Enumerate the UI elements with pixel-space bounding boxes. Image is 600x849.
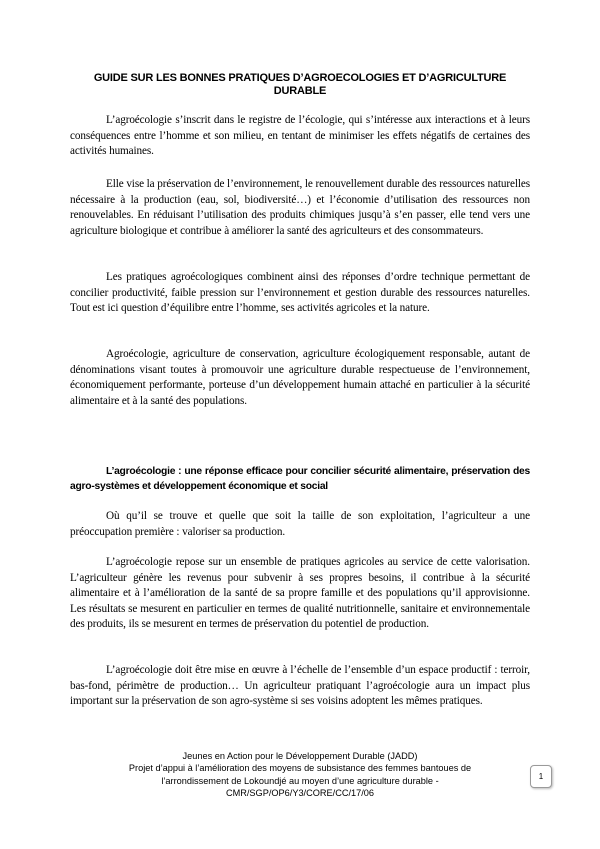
section-paragraph-2: L’agroécologie repose sur un ensemble de pratiques agricoles au service de cette valorisation. L’agriculteur génère les revenus pour subvenir à ses propres besoins, il contribue à la sécurité alimentaire et à l’amélioration de la santé de sa propre famille et des populations qu’il approvisionne. Les résultats se mesurent en particulier en termes de qualité nutritionnelle, sanitaire et environnementale des produits, ils se mesurent en termes de préservation du potentiel de production. xyxy=(70,556,530,631)
paragraph-2: Elle vise la préservation de l’environnement, le renouvellement durable des ressources naturelles nécessaire à la production (eau, sol, biodiversité…) et l’économie d’utilisation des ressources non renouvelables. En réduisant l’utilisation des produits chimiques jusqu’à s’en passer, elle tend vers une agriculture biologique et contribue à améliorer la santé des agriculteurs et des consommateurs. xyxy=(70,178,530,237)
section-paragraph-3: L’agroécologie doit être mise en œuvre à l’échelle de l’ensemble d’un espace productif : terroir, bas-fond, périmètre de production… Un agriculteur pratiquant l’agroécologie aura un impact plus important sur la préservation de son agro-système si ses voisins adoptent les mêmes pratiques. xyxy=(70,664,530,708)
footer-organization: Jeunes en Action pour le Développement Durable (JADD) xyxy=(182,751,418,761)
footer-project-line-1: Projet d’appui à l’amélioration des moyens de subsistance des femmes bantoues de xyxy=(128,763,472,774)
page-number: 1 xyxy=(530,765,552,788)
paragraph-3: Les pratiques agroécologiques combinent ainsi des réponses d’ordre technique permettant de concilier productivité, faible pression sur l’environnement et gestion durable des ressources naturelles. Tout est ici question d’équilibre entre l’homme, ses activités agricoles et la nature. xyxy=(70,271,530,315)
document-title: GUIDE SUR LES BONNES PRATIQUES D’AGROECOLOGIES ET D’AGRICULTURE DURABLE xyxy=(93,72,507,97)
footer-project-line-2: l’arrondissement de Lokoundjé au moyen d’une agriculture durable - xyxy=(161,775,439,786)
page-footer xyxy=(90,750,510,799)
section-paragraph-1: Où qu’il se trouve et quelle que soit la taille de son exploitation, l’agriculteur a une préoccupation première : valoriser sa production. xyxy=(70,510,530,538)
paragraph-4: Agroécologie, agriculture de conservation, agriculture écologiquement responsable, autant de dénominations visant toutes à promouvoir une agriculture durable respectueuse de l’environnement, économiquement performante, porteuse d’un développement humain attaché en particulier à la sécurité alimentaire et à la santé des populations. xyxy=(70,348,530,407)
footer-reference: CMR/SGP/OP6/Y3/CORE/CC/17/06 xyxy=(225,787,375,798)
section-heading: L’agroécologie : une réponse efficace pour concilier sécurité alimentaire, préservation des agro-systèmes et développement économique et social xyxy=(70,466,530,492)
paragraph-1: L’agroécologie s’inscrit dans le registre de l’écologie, qui s’intéresse aux interactions et à leurs conséquences entre l’homme et son milieu, en tentant de minimiser les effets négatifs de certaines des activités humaines. xyxy=(70,114,530,158)
